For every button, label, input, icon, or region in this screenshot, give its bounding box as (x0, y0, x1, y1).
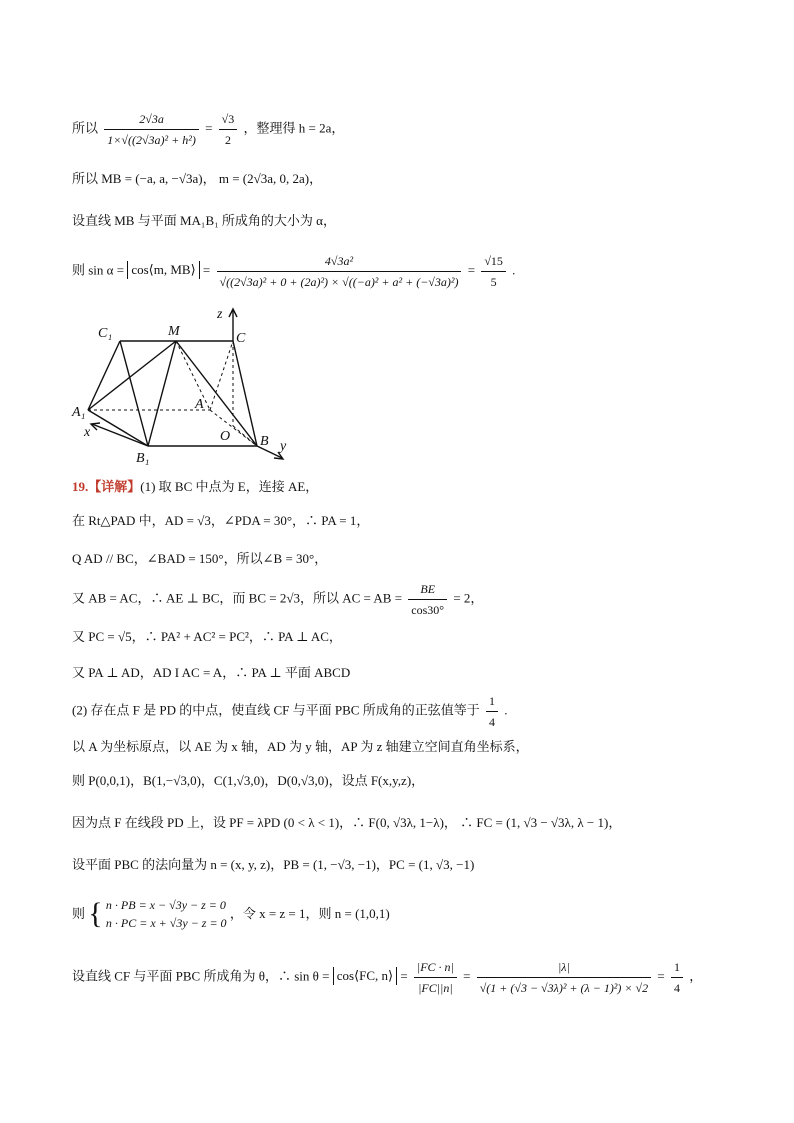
label-a: A (195, 397, 204, 412)
equation-line-1: 所以 $\frac{2√3a}{\text{1×√((2√3a)² + h²)}}$ = $\frac{√3}{2}$ ，整理得 h = 2a， (72, 112, 345, 147)
fraction: $\frac{1}{4}$ (671, 958, 683, 997)
equation-line-4: 则 sin α = cos⟨m, MB⟩ = $\frac{\text{4√3a²}}{\text{√((2√3a)² + 0 + (2a)²) × √((−a)² + a² + (−√3a)²)}}$ = $\frac{√15}{5}$ . (72, 254, 516, 289)
text-line-14: 因为点 F 在线段 PD 上，设 PF = λPD (0 < λ < 1)，∴ F(0, √3λ, 1−λ)， ∴ FC = (1, √3 − √3λ, λ − 1)， (72, 815, 622, 830)
brace-icon: { (88, 897, 103, 930)
text-line-12: 以 A 为坐标原点，以 AE 为 x 轴，AD 为 y 轴，AP 为 z 轴建立空间直角坐标系， (72, 739, 529, 754)
fraction: $\frac{2√3a}{\text{1×√((2√3a)² + h²)}}$ (104, 110, 199, 149)
edge-c1-a1 (88, 341, 120, 410)
section-heading-19: 19.【详解】(1) 取 BC 中点为 E，连接 AE， (72, 479, 319, 494)
edge-m-b1 (148, 341, 176, 446)
label-b1: B₁ (136, 451, 150, 466)
geometry-figure (70, 300, 310, 470)
equation-system: 则 { n · PB = x − √3y − z = 0 n · PC = x + √3y − z = 0 ，令 x = z = 1，则 n = (1,0,1) (72, 897, 390, 930)
text-line-7: Q AD // BC，∠BAD = 150°，所以∠B = 30°， (72, 551, 328, 566)
equation-line-2: 所以 MB = (−a, a, −√3a)， m = (2√3a, 0, 2a)， (72, 171, 323, 186)
edge-m-a1 (88, 341, 176, 410)
fraction: $\frac{\text{4√3a²}}{\text{√((2√3a)² + 0 + (2a)²) × √((−a)² + a² + (−√3a)²)}}$ (217, 252, 462, 291)
text-line-10: 又 PA ⊥ AD，AD I AC = A，∴ PA ⊥ 平面 ABCD (72, 665, 351, 680)
text-line-11: (2) 存在点 F 是 PD 的中点，使直线 CF 与平面 PBC 所成角的正弦值等于 $\frac{1}{4}$ . (72, 694, 508, 729)
label-z: z (217, 307, 223, 322)
fraction: $\frac{|\lambda|}{\text{√(1 + (√3 − √3λ)² + (λ − 1)²) × √2}}$ (477, 958, 651, 997)
x-axis (92, 424, 148, 446)
label-m: M (168, 324, 180, 339)
fraction: $\frac{√15}{5}$ (481, 252, 506, 291)
text-line-9: 又 PC = √5，∴ PA² + AC² = PC²，∴ PA ⊥ AC， (72, 629, 342, 644)
label-o: O (220, 429, 231, 444)
text-line-13: 则 P(0,0,1)，B(1,−√3,0)，C(1,√3,0)，D(0,√3,0)，设点 F(x,y,z)， (72, 773, 425, 788)
edge-a1-b1 (88, 410, 148, 446)
label-b: B (260, 434, 269, 449)
hidden-edge-m-a (176, 341, 210, 410)
edge-c1-b1 (120, 341, 148, 446)
equation-line-17: 设直线 CF 与平面 PBC 所成角为 θ，∴ sin θ = cos⟨FC, n⟩ = $\frac{|FC \cdot n|}{|FC||n|}$ = $\frac{|\lambda|}{\text{√(1 + (√3 − √3λ)² + (λ − 1)²) × √2}}$ = $\frac{1}{4}$ ， (72, 960, 703, 995)
label-c1: C₁ (98, 326, 113, 341)
label-a1: A₁ (72, 405, 86, 420)
label-c: C (236, 331, 246, 346)
label-y: y (280, 439, 287, 454)
fraction: $\frac{BE}{\cos 30^\circ}$ (408, 580, 447, 619)
equation-line-8: 又 AB = AC，∴ AE ⊥ BC，而 BC = 2√3，所以 AC = AB = $\frac{BE}{\cos 30^\circ}$ = 2， (72, 582, 484, 617)
label-x: x (84, 425, 91, 440)
fraction: $\frac{|FC \cdot n|}{|FC||n|}$ (414, 958, 457, 997)
fraction: $\frac{√3}{2}$ (219, 110, 238, 149)
text-line-6: 在 Rt△PAD 中，AD = √3，∠PDA = 30°，∴ PA = 1， (72, 513, 370, 528)
fraction: $\frac{1}{4}$ (486, 692, 498, 731)
text-line-15: 设平面 PBC 的法向量为 n = (x, y, z)，PB = (1, −√3, −1)，PC = (1, √3, −1) (72, 857, 475, 872)
text-line-3: 设直线 MB 与平面 MA₁B₁ 所成角的大小为 α， (72, 213, 336, 228)
